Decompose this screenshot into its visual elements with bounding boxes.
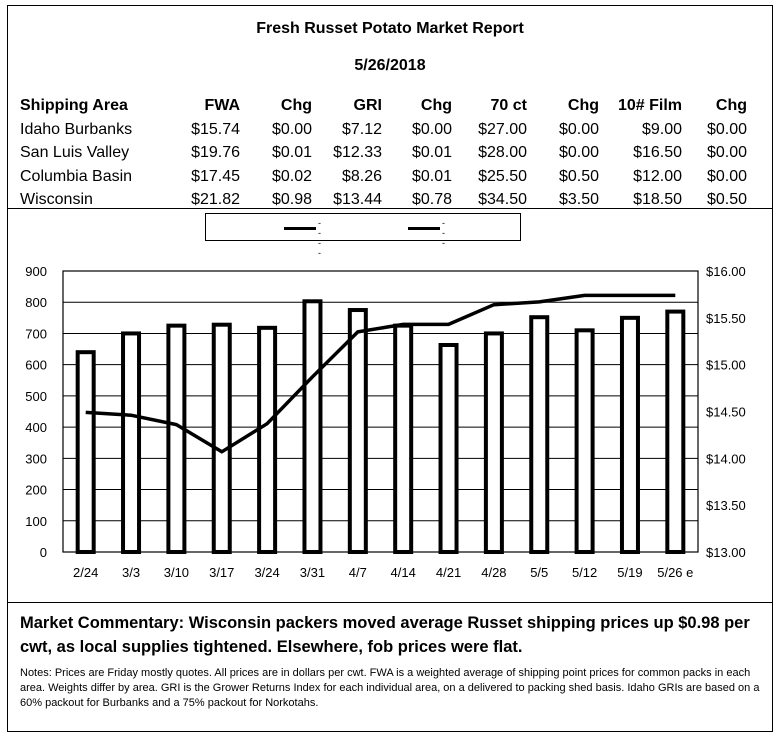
bar <box>304 301 320 552</box>
x-tick-label: 4/21 <box>435 565 462 580</box>
cell-fwa-chg: $0.00 <box>271 120 312 138</box>
cell-area: San Luis Valley <box>20 144 130 161</box>
x-tick-label: 5/19 <box>617 565 643 580</box>
bar <box>395 326 411 552</box>
cell-70ct-chg: $3.50 <box>558 191 599 208</box>
cell-gri: $8.26 <box>341 167 382 185</box>
x-tick-label: 3/10 <box>163 565 190 580</box>
y-left-tick-label: 100 <box>25 513 47 529</box>
bar <box>531 317 547 552</box>
cell-area: Idaho Burbanks <box>20 120 133 138</box>
bar <box>78 352 94 552</box>
legend-label-bars: ---- <box>318 218 321 258</box>
header-gri: GRI <box>353 97 382 114</box>
header-gri-chg: Chg <box>420 97 452 114</box>
y-left-tick-label: 900 <box>25 264 47 279</box>
cell-fwa: $21.82 <box>191 191 240 208</box>
x-tick-label: 2/24 <box>73 565 99 580</box>
report-title: Fresh Russet Potato Market Report <box>256 20 524 37</box>
bar <box>350 310 366 552</box>
y-right-tick-label: $13.00 <box>706 545 746 560</box>
cell-10film: $16.50 <box>633 144 682 161</box>
x-tick-label: 3/31 <box>299 565 326 580</box>
y-right-tick-label: $15.00 <box>706 357 746 373</box>
y-right-tick-label: $14.50 <box>706 404 746 420</box>
x-tick-label: 3/3 <box>121 565 141 580</box>
y-left-tick-label: 300 <box>25 451 47 467</box>
header-70ct: 70 ct <box>490 97 527 114</box>
bar <box>486 333 502 552</box>
header-fwa: FWA <box>204 97 240 114</box>
cell-70ct-chg: $0.00 <box>558 144 599 161</box>
cell-fwa-chg: $0.98 <box>271 191 312 208</box>
bar <box>259 328 275 552</box>
cell-70ct: $27.00 <box>478 120 527 138</box>
x-tick-label: 5/5 <box>530 565 549 580</box>
cell-gri-chg: $0.01 <box>411 167 452 185</box>
cell-gri: $13.44 <box>333 191 382 208</box>
market-commentary: Market Commentary: Wisconsin packers moved average Russet shipping prices up $0.98 per cwt, as local supplies tightened. Elsewhere, fob prices were flat. <box>20 614 750 656</box>
cell-10film-chg: $0.00 <box>706 120 747 138</box>
cell-70ct-chg: $0.50 <box>558 167 599 185</box>
y-right-tick-label: $16.00 <box>706 264 746 279</box>
x-tick-label: 3/24 <box>254 565 280 580</box>
x-tick-label: 4/7 <box>348 565 367 580</box>
y-right-tick-label: $14.00 <box>706 451 746 467</box>
cell-fwa: $17.45 <box>191 167 240 185</box>
y-right-tick-label: $15.50 <box>706 310 746 326</box>
y-left-tick-label: 700 <box>25 326 47 342</box>
cell-fwa: $19.76 <box>191 144 240 161</box>
cell-70ct: $34.50 <box>478 191 527 208</box>
cell-10film: $12.00 <box>633 167 682 185</box>
bar <box>622 318 638 552</box>
cell-gri: $7.12 <box>341 120 382 138</box>
cell-10film-chg: $0.00 <box>706 167 747 185</box>
x-tick-label: 3/17 <box>209 565 235 580</box>
plot-area-frame <box>63 271 698 552</box>
cell-70ct-chg: $0.00 <box>558 120 599 138</box>
cell-gri-chg: $0.78 <box>411 191 452 208</box>
y-left-tick-label: 800 <box>25 295 47 311</box>
cell-70ct: $28.00 <box>478 144 527 161</box>
bar <box>667 312 683 552</box>
bar <box>577 330 593 552</box>
cell-area: Columbia Basin <box>20 167 133 185</box>
cell-10film: $9.00 <box>641 120 682 138</box>
x-tick-label: 4/14 <box>390 565 416 580</box>
x-tick-label: 5/12 <box>571 565 598 580</box>
cell-gri: $12.33 <box>333 144 382 161</box>
cell-area: Wisconsin <box>20 191 93 208</box>
header-10film-chg: Chg <box>715 97 747 114</box>
x-tick-label: 4/28 <box>481 565 507 580</box>
header-fwa-chg: Chg <box>280 97 312 114</box>
report-date: 5/26/2018 <box>354 57 426 74</box>
header-70ct-chg: Chg <box>567 97 599 114</box>
cell-gri-chg: $0.00 <box>411 120 452 138</box>
cell-10film-chg: $0.50 <box>706 191 747 208</box>
bar <box>441 345 457 552</box>
cell-gri-chg: $0.01 <box>411 144 452 161</box>
y-left-tick-label: 500 <box>25 388 47 404</box>
cell-fwa: $15.74 <box>191 120 240 138</box>
bar <box>168 326 184 552</box>
notes-text: Notes: Prices are Friday mostly quotes. All prices are in dollars per cwt. FWA is a weighted average of shipping point prices for common packs in each area. Weights differ by area. GRI is the Grower Returns Index for each individual area, on a delivered to packing shed basis. Idaho GRIs are based on a 60% packout for Burbanks and a 75% packout for Norkotahs. <box>20 667 760 709</box>
y-left-tick-label: 0 <box>39 545 47 560</box>
y-left-tick-label: 400 <box>25 420 47 436</box>
x-tick-label: 5/26 e <box>657 565 694 580</box>
bar <box>214 325 230 552</box>
y-left-tick-label: 600 <box>25 357 47 373</box>
cell-10film: $18.50 <box>633 191 682 208</box>
header-shipping-area: Shipping Area <box>20 97 128 114</box>
y-left-tick-label: 200 <box>25 482 47 498</box>
cell-10film-chg: $0.00 <box>706 144 747 161</box>
bar <box>123 333 139 552</box>
legend-label-line: --- <box>442 218 445 248</box>
y-right-tick-label: $13.50 <box>706 498 746 514</box>
cell-70ct: $25.50 <box>478 167 527 185</box>
cell-fwa-chg: $0.01 <box>271 144 312 161</box>
cell-fwa-chg: $0.02 <box>271 167 312 185</box>
header-10film: 10# Film <box>617 97 682 114</box>
